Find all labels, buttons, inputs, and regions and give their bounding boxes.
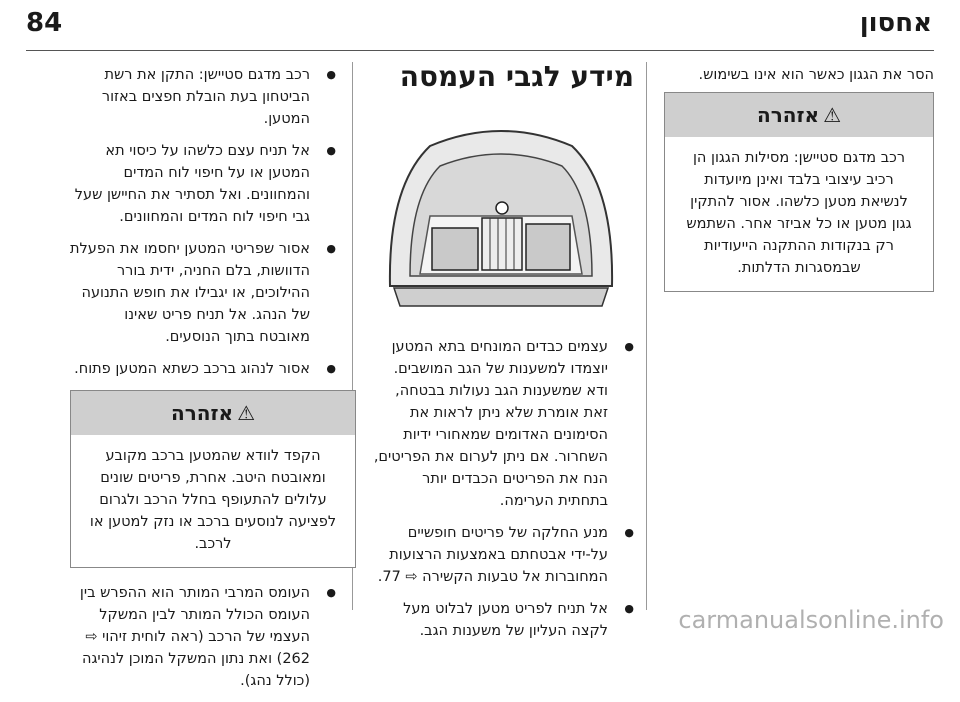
- left-bullet-2: ● אל תניח עצם כלשהו על כיסוי תא המטען או על חיפוי לוח המדים והמחוונים. ואל תסתיר את החיישן שעל גבי חיפוי לוח המדים והמחוונים.: [70, 140, 336, 228]
- page-number: 84: [26, 8, 63, 38]
- warning-triangle-icon: ⚠: [823, 103, 842, 127]
- loading-bullet-2: ● מנע החלקה של פריטים חופשיים על-ידי אבטחתם באמצעות הרצועות המחוברות אל טבעות הקשירה ⇨ 77.: [368, 522, 634, 588]
- watermark: carmanualsonline.info: [678, 606, 944, 634]
- warning-triangle-icon: ⚠: [237, 401, 256, 425]
- warning-box-roof-rails: [664, 92, 934, 292]
- warning-title: אזהרה: [756, 103, 820, 127]
- warning-text: הקפד לוודא שהמטען ברכב מקובע ומאובטח היטב. אחרת, פריטים שונים עלולים להתעופף בחלל הרכב ולגרום לפציעה לנוסעים ברכב או נזק למטען או לרכב.: [89, 448, 337, 552]
- warning-title: אזהרה: [170, 401, 234, 425]
- intro-text: הסר את הגגון כאשר הוא אינו בשימוש.: [698, 67, 934, 83]
- left-bullet-1: ● רכב מדגם סטיישן: התקן את רשת הביטחון בעת הובלת חפצים באזור המטען.: [70, 64, 336, 130]
- left-column: [70, 64, 336, 702]
- loading-bullet-1: ● עצמים כבדים המונחים בתא המטען יוצמדו למשענות של הגב המושבים. ודא שמשענות הגב נעולות בבטחה, זאת אומרת שלא ניתן לראות את הסימונים האדומים שמאחורי ידיות השחרור. אם ניתן לערום את הפריטים, הנח את הפריטים הכבדים יותר בתחתית הערימה.: [368, 336, 634, 512]
- middle-column: [368, 60, 634, 652]
- left-bullet-3: ● אסור שפריטי המטען יחסמו את הפעלת הדוושות, בלם החניה, ידית בורר ההילוכים, או יגבילו את חופש התנועה של הנהג. אל תניח פריט שאינו מאובטח בתוך הנוסעים.: [70, 238, 336, 348]
- warning-header: [665, 93, 933, 137]
- warning-box-load-security: [70, 390, 356, 568]
- warning-text: רכב מדגם סטיישן: מסילות הגגון הן רכיב עיצובי בלבד ואינן מיועדות לנשיאת מטען כלשהו. אסור להתקין גגון מטען או כל אביזר אחר. השתמש רק בנקודות ההתקנה הייעודיות שבמסגרות הדלתות.: [686, 150, 912, 276]
- loading-bullet-3: ● אל תניח לפריט מטען לבלוט מעל לקצה העליון של משענות הגב.: [368, 598, 634, 642]
- column-divider-right: [646, 62, 647, 610]
- page-header: [26, 8, 932, 48]
- trunk-loading-illustration: [370, 106, 632, 314]
- left-bullet-payload: ● העומס המרבי המותר הוא ההפרש בין העומס הכולל המותר לבין המשקל העצמי של הרכב (ראה לוחית זיהוי ⇨ 262) ואת נתון המשקל המוכן לנהיגה (כולל נהג).: [70, 582, 336, 692]
- left-bullet-4: ● אסור לנהוג ברכב כשתא המטען פתוח.: [70, 358, 336, 380]
- right-column: [664, 64, 934, 306]
- page-title: אחסון: [859, 8, 932, 38]
- warning-header: [71, 391, 355, 435]
- header-divider: [26, 50, 934, 51]
- section-title: מידע לגבי העמסה: [399, 60, 634, 93]
